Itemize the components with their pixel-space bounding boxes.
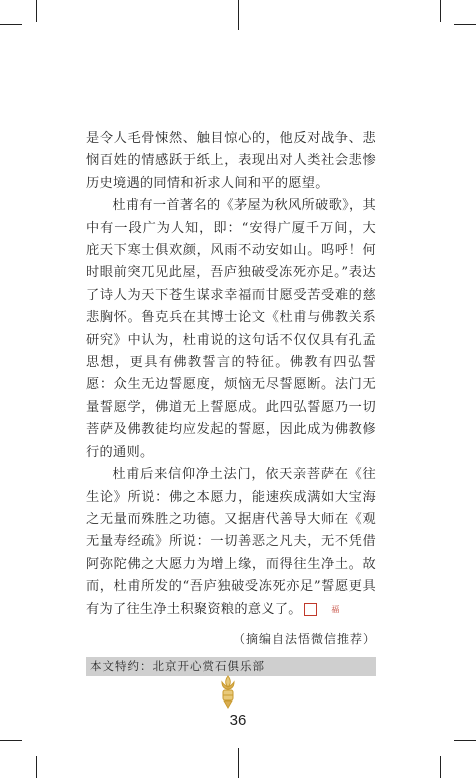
crop-mark-top-right-h <box>454 24 476 25</box>
source-note: （摘编自法悟微信推荐） <box>232 631 376 646</box>
crop-mark-top-center-v <box>238 0 239 30</box>
article-body <box>86 128 376 676</box>
crop-mark-top-left-h <box>0 24 22 25</box>
crop-mark-top-left-v <box>36 0 37 22</box>
lotus-ornament-icon <box>219 674 237 710</box>
end-seal-icon: 福 <box>304 603 317 616</box>
crop-mark-top-right-v <box>440 0 441 22</box>
crop-mark-bottom-right-v <box>440 756 441 778</box>
paragraph-3-text: 杜甫后来信仰净土法门，依天亲菩萨在《往生论》所说：佛之本愿力，能速疾成满如大宝海之无量而殊胜之功德。又据唐代善导大师在《观无量寿经疏》所说：一切善恶之凡夫，无不凭借阿弥陀佛之大愿力为增上缘，而得往生净土。故而，杜甫所发的“吾庐独破受冻死亦足”誓愿更具有为了往生净土积聚资粮的意义了。 <box>86 467 376 617</box>
paragraph-1: 是令人毛骨悚然、触目惊心的，他反对战争、悲悯百姓的情感跃于纸上，表现出对人类社会悲惨历史境遇的同情和祈求人间和平的愿望。 <box>86 131 376 191</box>
crop-mark-bottom-center-v <box>238 748 239 778</box>
paragraph-3 <box>86 464 376 621</box>
crop-mark-bottom-left-v <box>36 756 37 778</box>
crop-mark-bottom-left-h <box>0 740 22 741</box>
sponsor-bar: 本文特约：北京开心赏石俱乐部 <box>86 657 376 676</box>
crop-mark-bottom-right-h <box>454 740 476 741</box>
page-number: 36 <box>229 712 247 729</box>
paragraph-2: 杜甫有一首著名的《茅屋为秋风所破歌》，其中有一段广为人知，即：“安得广厦千万间，大庇天下寒士俱欢颜，风雨不动安如山。呜呼！何时眼前突兀见此屋，吾庐独破受冻死亦足。”表达了诗人为天下苍生谋求幸福而甘愿受苦受难的慈悲胸怀。鲁克兵在其博士论文《杜甫与佛教关系研究》中认为，杜甫说的这句话不仅仅具有孔孟思想，更具有佛教誓言的特征。佛教有四弘誓愿：众生无边誓愿度，烦恼无尽誓愿断。法门无量誓愿学，佛道无上誓愿成。此四弘誓愿乃一切菩萨及佛教徒均应发起的誓愿，因此成为佛教修行的通则。 <box>86 198 376 460</box>
